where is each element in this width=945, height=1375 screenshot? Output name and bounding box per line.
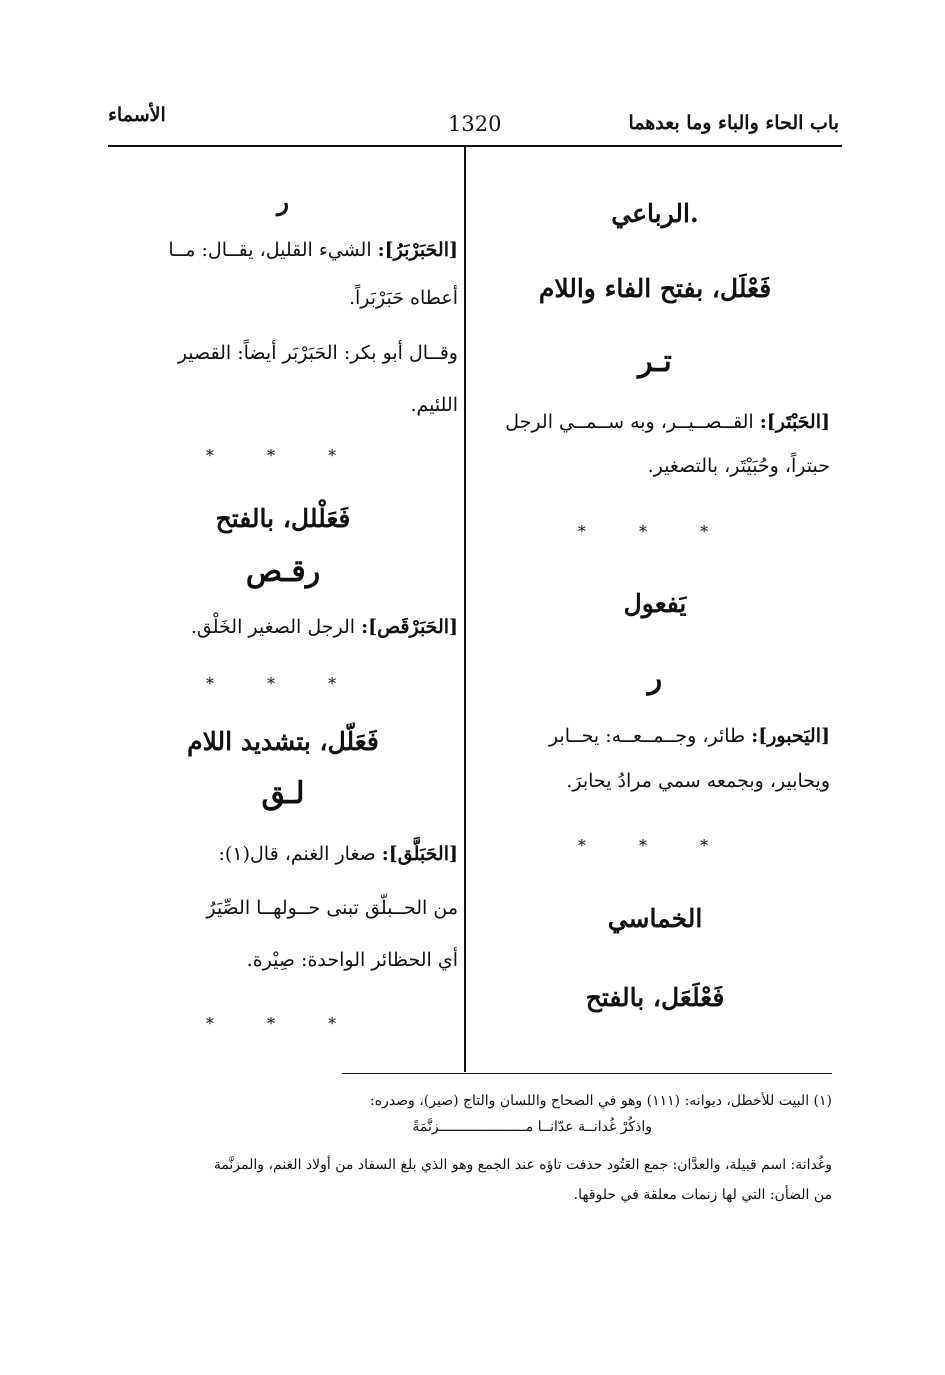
footnote-line: (١) البيت للأخطل، ديوانه: (١١١) وهو في الصحاح واللسان والتاج (صير)، وصدره: [370,1093,832,1109]
header-rule [108,145,842,147]
pattern-heading: فَعْلَل، بفتح الفاء واللام [538,274,772,303]
entry-text: الشيء القليل، يقــال: مــا [168,239,372,261]
section-title: الخماسي [607,904,703,933]
entry-headword: [الحَبَرْقَص]: [361,616,458,638]
section-title: .الرباعي [611,199,699,228]
entry-line: وقــال أبو بكر: الحَبَرْبَر أيضاً: القصير [177,342,458,364]
footnote-rule [342,1073,832,1074]
entry-text: صغار الغنم، قال(١): [218,843,376,865]
root-heading: تـر [638,344,672,379]
pattern-heading: فَعَلّل، بتشديد اللام [187,727,379,756]
entry-line: ويحابير، وبجمعه سمي مرادُ يحابرَ. [566,770,830,792]
verse-line: من الحــبلّق تبنى حــولهــا الصِّيَرُ [206,897,458,919]
running-title: باب الحاء والباء وما بعدهما [628,112,839,134]
entry-headword: [الحَبَلَّق]: [381,843,458,865]
separator-stars: * * * [577,836,733,855]
footnote-line: وغُدانة: اسم قبيلة، والعدَّان: جمع العَتُود حذفت تاؤه عند الجمع وهو الذي بلغ السفاد من أولاد الغنم، والمزنَّمة [213,1157,832,1173]
pattern-heading: فَعْلَعَل، بالفتح [585,983,725,1012]
pattern-heading: يَفعول [623,589,687,618]
page-number: 1320 [448,112,502,136]
entry-headword: [الحَبَرْبَرُ]: [377,239,458,261]
section-label: الأسماء [108,104,166,126]
entry-line [549,722,830,750]
root-heading: ر [647,661,663,696]
footnote-verse: واذكُرْ غُدانــة عدّانــا مـــــــــــــــــــــزنَّمَةً [412,1119,652,1135]
separator-stars: * * * [205,674,361,693]
separator-stars: * * * [577,522,733,541]
entry-headword: [اليَحبور]: [751,725,830,747]
footnote-line: من الضأن: التي لها زنمات معلقة في حلوقها. [573,1187,832,1203]
entry-headword: [الحَبْتَر]: [759,411,830,433]
entry-line [219,840,458,868]
pattern-heading: فَعَلْلل، بالفتح [215,504,351,533]
entry-line [191,613,458,641]
entry-line: أعطاه حَبَرْبَراً. [348,287,458,309]
entry-line: اللئيم. [410,394,458,416]
entry-line: حبتراً، وحُبَيْتَر، بالتصغير. [647,455,830,477]
column-divider [464,147,466,1072]
root-heading: ر [276,187,290,216]
entry-text: القــصــيــر، وبه ســمــي الرجل [505,411,754,433]
entry-line [505,408,830,436]
entry-text: طائر، وجــمــعــه: يحــابر [548,725,746,747]
root-heading: رقـص [245,554,321,589]
entry-line: أي الحظائر الواحدة: صِيْرة. [246,949,458,971]
separator-stars: * * * [205,1014,361,1033]
root-heading: لـق [261,776,305,811]
separator-stars: * * * [205,446,361,465]
entry-text: الرجل الصغير الخَلْق. [190,616,356,638]
entry-line [168,236,458,264]
